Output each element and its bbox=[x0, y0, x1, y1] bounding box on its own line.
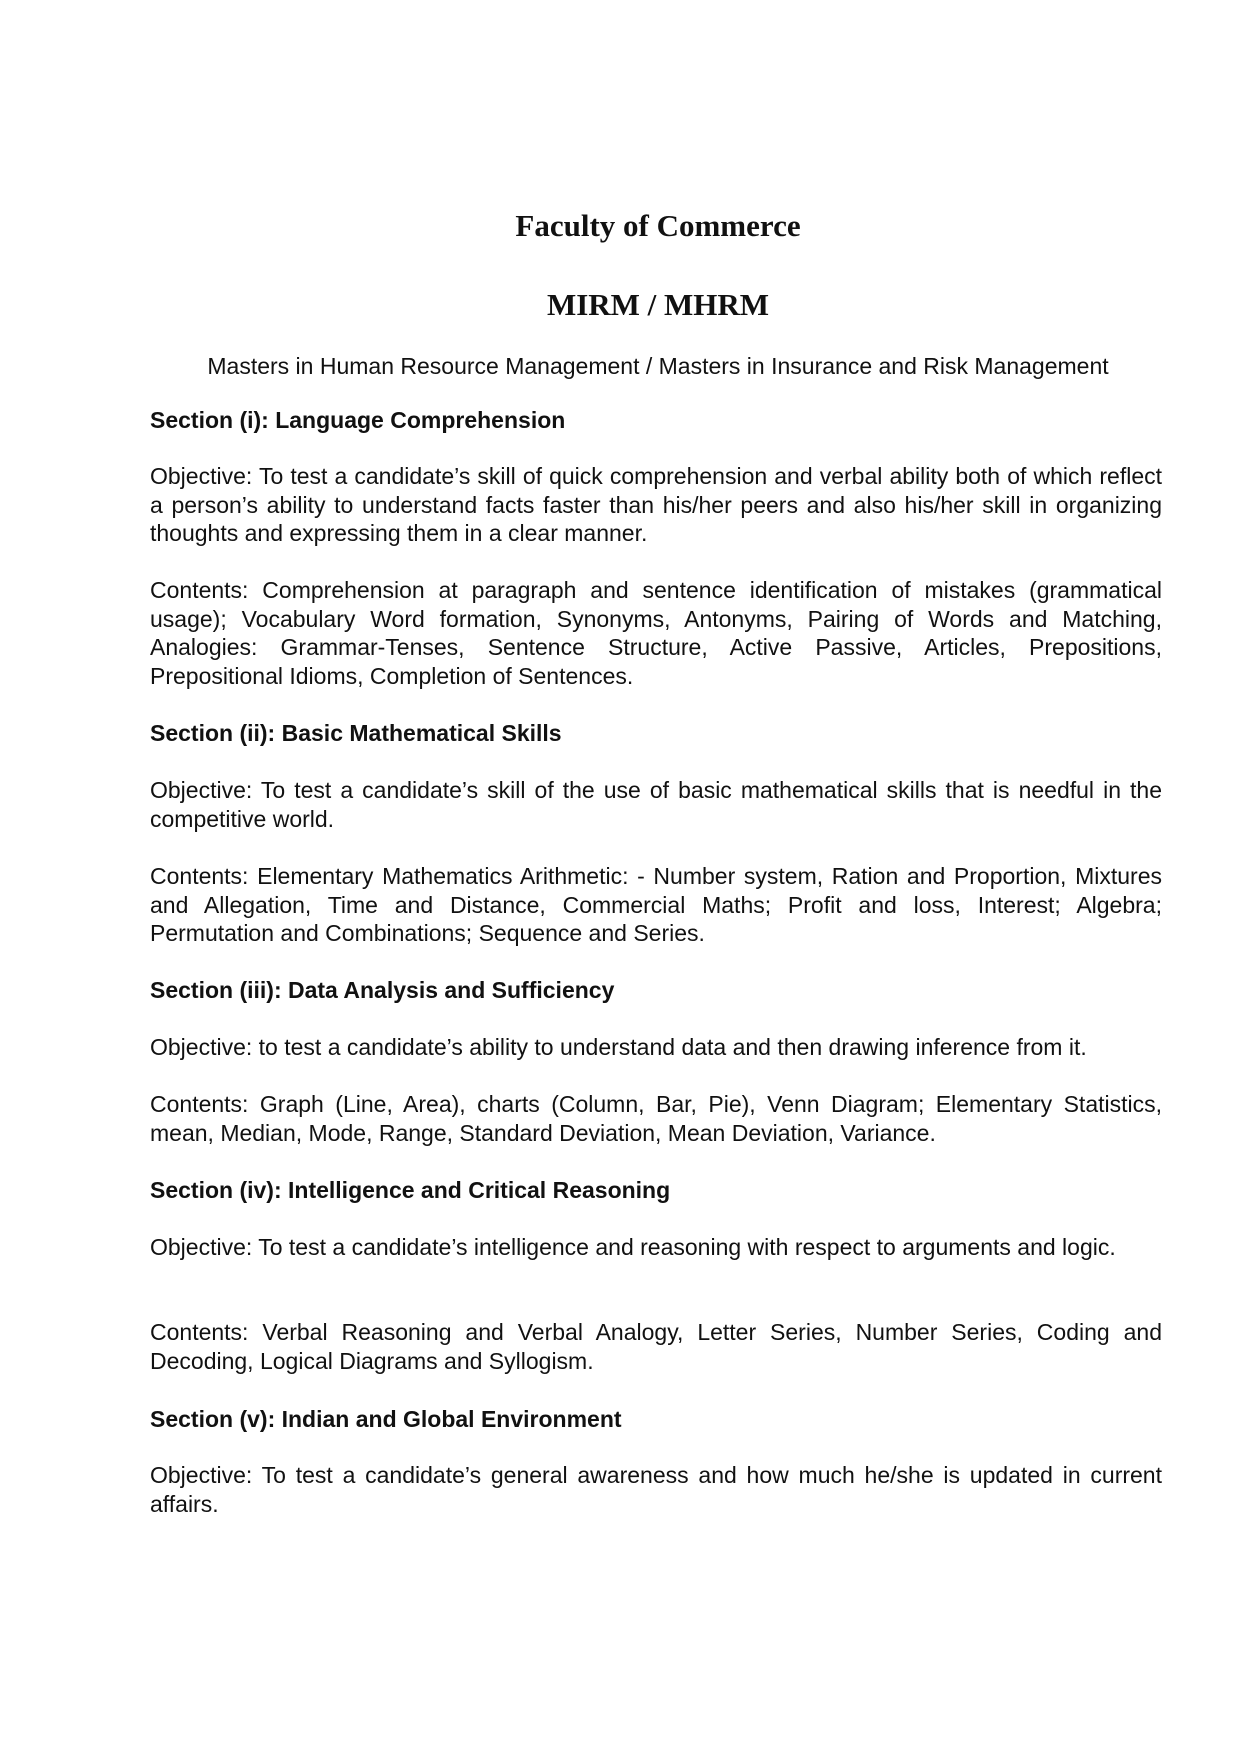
section-4-heading: Section (iv): Intelligence and Critical Reasoning bbox=[150, 1177, 671, 1203]
section-1-contents: Contents: Comprehension at paragraph and sentence identification of mistakes (grammatical usage); Vocabulary Word formation, Synonyms, Antonyms, Pairing of Words and Matching, Analogies: Grammar-Tenses, Sentence Structure, Active Passive, Articles, Prepositions, Prepositional Idioms, Completion of Sentences. bbox=[150, 577, 1162, 689]
section-4-objective: Objective: To test a candidate’s intelligence and reasoning with respect to arguments and logic. bbox=[150, 1234, 1116, 1260]
program-full-name: Masters in Human Resource Management / Masters in Insurance and Risk Management bbox=[207, 353, 1109, 379]
section-2-objective: Objective: To test a candidate’s skill of the use of basic mathematical skills that is needful in the competitive world. bbox=[150, 777, 1162, 832]
section-4-contents: Contents: Verbal Reasoning and Verbal Analogy, Letter Series, Number Series, Coding and Decoding, Logical Diagrams and Syllogism. bbox=[150, 1319, 1162, 1374]
program-code-title: MIRM / MHRM bbox=[546, 287, 770, 322]
section-3-contents: Contents: Graph (Line, Area), charts (Column, Bar, Pie), Venn Diagram; Elementary Statistics, mean, Median, Mode, Range, Standard Deviation, Mean Deviation, Variance. bbox=[150, 1091, 1162, 1146]
section-2-contents: Contents: Elementary Mathematics Arithmetic: - Number system, Ration and Proportion, Mixtures and Allegation, Time and Distance, Commercial Maths; Profit and loss, Interest; Algebra; Permutation and Combinations; Sequence and Series. bbox=[150, 863, 1162, 946]
section-5-heading: Section (v): Indian and Global Environment bbox=[150, 1406, 622, 1432]
section-3-heading: Section (iii): Data Analysis and Sufficiency bbox=[150, 977, 615, 1003]
section-1-objective: Objective: To test a candidate’s skill of quick comprehension and verbal ability both of which reflect a person’s ability to understand facts faster than his/her peers and also his/her skill in organizing thoughts and expressing them in a clear manner. bbox=[150, 463, 1162, 546]
section-1-heading: Section (i): Language Comprehension bbox=[150, 407, 566, 433]
section-5-objective: Objective: To test a candidate’s general awareness and how much he/she is updated in current affairs. bbox=[150, 1462, 1162, 1517]
section-3-objective: Objective: to test a candidate’s ability to understand data and then drawing inference from it. bbox=[150, 1034, 1087, 1060]
faculty-title: Faculty of Commerce bbox=[515, 208, 801, 243]
section-2-heading: Section (ii): Basic Mathematical Skills bbox=[150, 720, 562, 746]
